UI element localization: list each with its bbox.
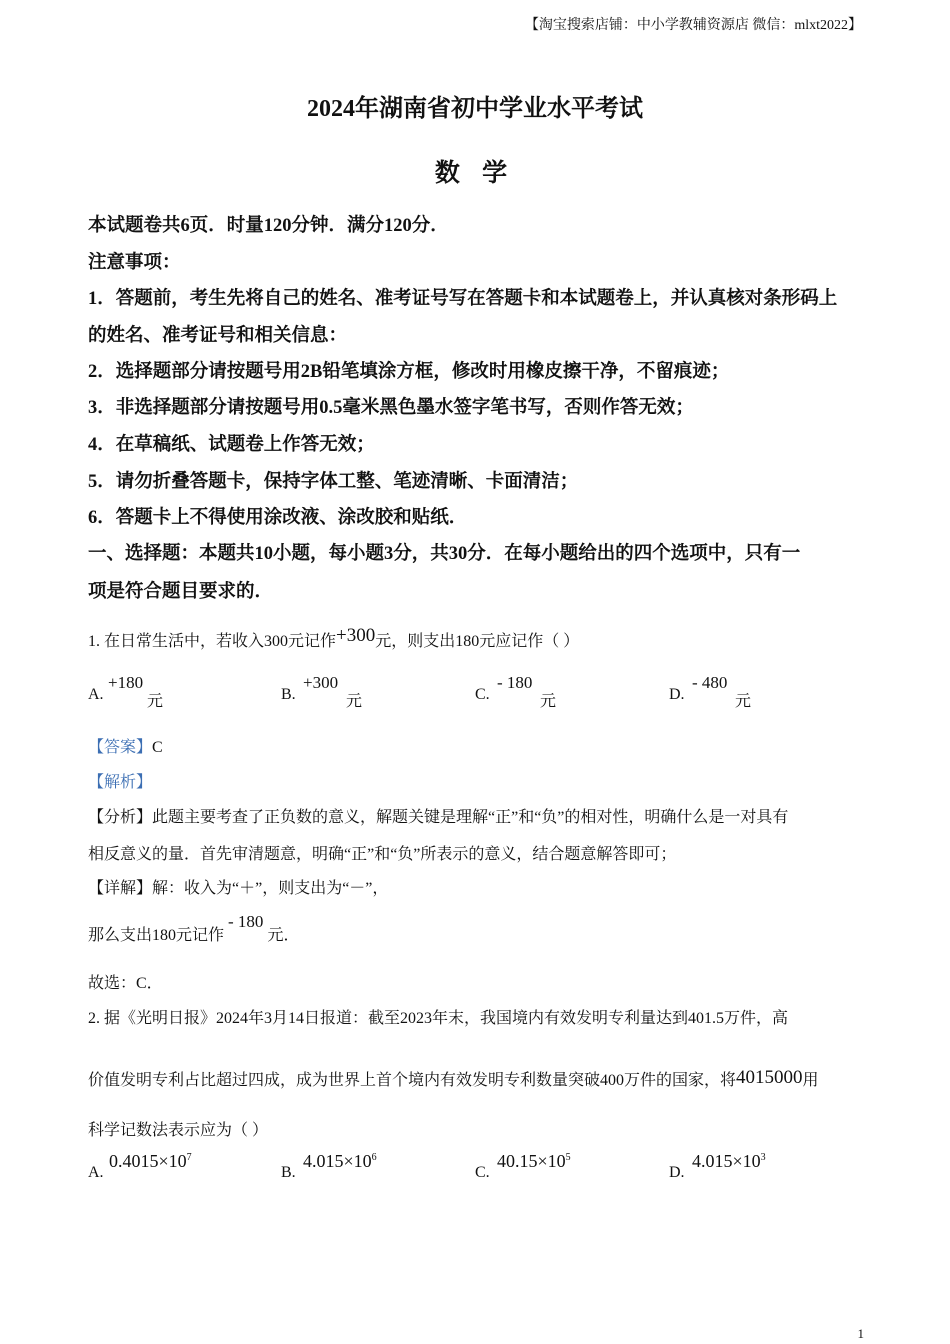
exam-title: 2024年湖南省初中学业水平考试 xyxy=(307,96,643,122)
q2-stem-line: 价值发明专利占比超过四成，成为世界上首个境内有效发明专利数量突破400万件的国家，将4015000用 xyxy=(88,1067,819,1089)
header-note: 【淘宝搜索店铺：中小学教辅资源店 微信：mlxt2022】 xyxy=(524,18,862,33)
q1-option-c-unit: 元 xyxy=(540,693,557,710)
q2-stem-line: 2. 据《光明日报》2024年3月14日报道：截至2023年末，我国境内有效发明专利量达到401.5万件，高 xyxy=(88,1010,789,1027)
q1-option-d-value: - 480 xyxy=(692,673,728,692)
section-heading: 一、选择题：本题共10小题，每小题3分，共30分．在每小题给出的四个选项中，只有一 xyxy=(88,544,801,564)
q2-option-d-value: $4.015\times 10^3$ xyxy=(692,1151,766,1171)
q1-option-a: A. xyxy=(88,686,104,703)
q1-analysis-label: 【解析】 xyxy=(88,774,153,791)
q1-option-a-unit: 元 xyxy=(147,693,164,710)
q1-fenxi-line: 【分析】此题主要考查了正负数的意义，解题关键是理解“正”和“负”的相对性，明确什么是一对具有 xyxy=(88,809,789,826)
notice-line: 1．答题前，考生先将自己的姓名、准考证号写在答题卡和本试题卷上，并认真核对条形码上 xyxy=(88,289,838,309)
notice-heading: 注意事项： xyxy=(88,253,181,273)
q1-record-line: 那么支出180元记作- 180元． xyxy=(88,912,300,944)
notice-line: 6．答题卡上不得使用涂改液、涂改胶和贴纸． xyxy=(88,508,468,528)
q2-option-c: C. xyxy=(475,1164,490,1181)
q2-option-b: B. xyxy=(281,1164,296,1181)
notice-line: 4．在草稿纸、试题卷上作答无效； xyxy=(88,435,375,455)
page-number: 1 xyxy=(857,1326,864,1341)
q2-option-c-value: $40.15\times 10^5$ xyxy=(497,1151,571,1171)
notice-line: 3．非选择题部分请按题号用0.5毫米黑色墨水签字笔书写，否则作答无效； xyxy=(88,398,694,418)
q2-option-d: D. xyxy=(669,1164,685,1181)
q2-stem-line: 科学记数法表示应为（ ） xyxy=(88,1122,269,1139)
notice-line: 2．选择题部分请按题号用2B铅笔填涂方框，修改时用橡皮擦干净，不留痕迹； xyxy=(88,362,730,382)
q1-option-a-value: +180 xyxy=(108,673,144,692)
q1-xiangjie: 【详解】解：收入为“＋”，则支出为“－”， xyxy=(88,880,389,897)
q1-guxuan: 故选：C． xyxy=(88,975,163,992)
subject-title: 数 学 xyxy=(434,160,516,187)
q2-option-b-value: $4.015\times 10^6$ xyxy=(303,1151,377,1171)
q1-option-d: D. xyxy=(669,686,685,703)
q2-option-a: A. xyxy=(88,1164,104,1181)
q1-option-b: B. xyxy=(281,686,296,703)
q1-answer: 【答案】C xyxy=(88,739,163,756)
notice-line: 5．请勿折叠答题卡，保持字体工整、笔迹清晰、卡面清洁； xyxy=(88,472,579,492)
intro-line: 本试题卷共6页．时量120分钟．满分120分． xyxy=(88,216,449,236)
q1-option-c-value: - 180 xyxy=(497,673,533,692)
q1-option-d-unit: 元 xyxy=(735,693,752,710)
q1-option-c: C. xyxy=(475,686,490,703)
q1-option-b-value: +300 xyxy=(303,673,339,692)
section-heading: 项是符合题目要求的． xyxy=(88,582,274,602)
q1-option-b-unit: 元 xyxy=(346,693,363,710)
notice-line: 的姓名、准考证号和相关信息： xyxy=(88,326,348,346)
q1-fenxi-line: 相反意义的量．首先审清题意，明确“正”和“负”所表示的意义，结合题意解答即可； xyxy=(88,846,677,863)
q2-option-a-value: $0.4015\times 10^7$ xyxy=(109,1151,192,1171)
q1-stem: 1. 在日常生活中，若收入300元记作+300元，则支出180元应记作（ ） xyxy=(88,625,580,650)
